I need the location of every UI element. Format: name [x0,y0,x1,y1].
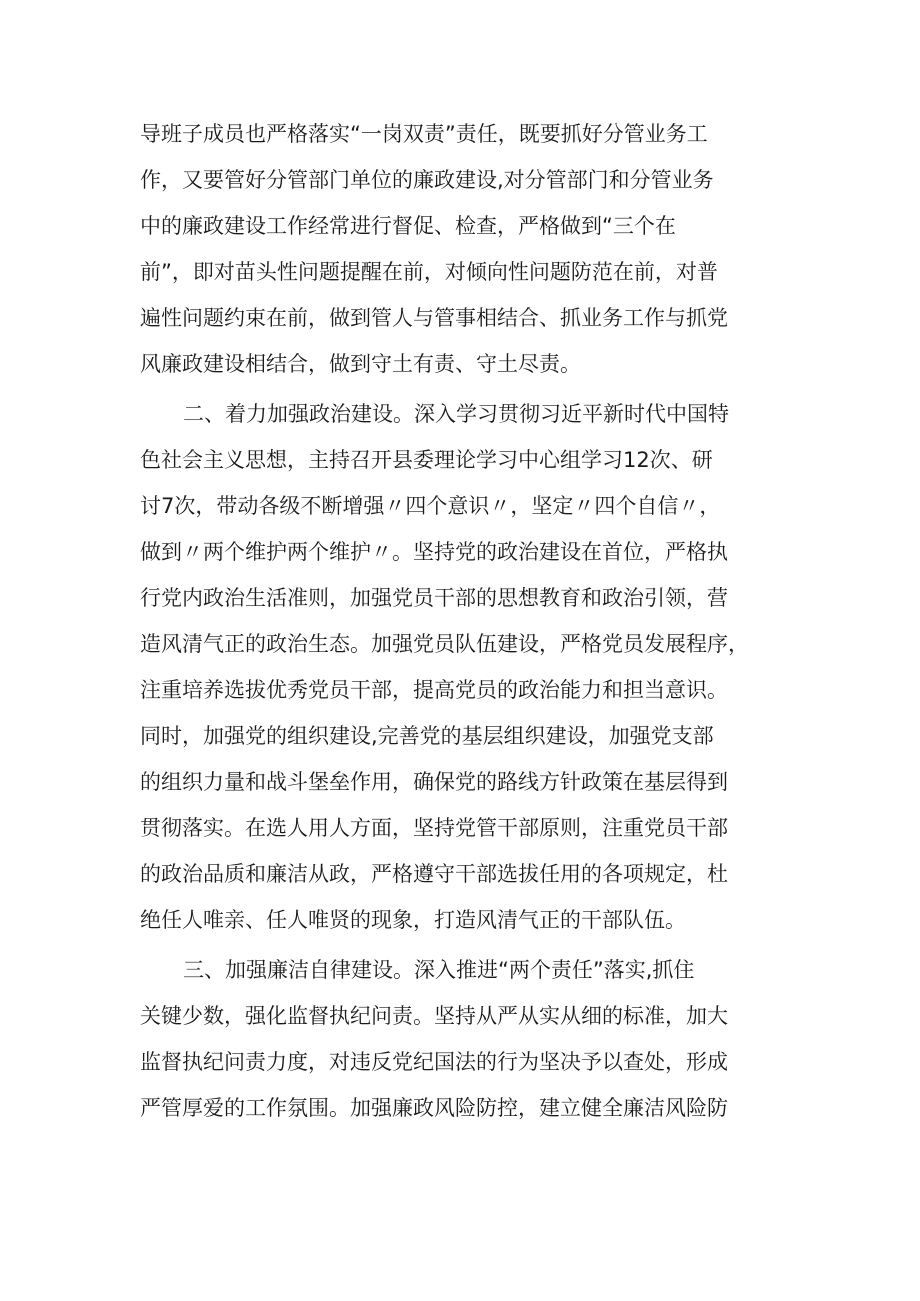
paragraph-2-line-6: 造风清气正的政治生态。加强党员队伍建设，严格党员发展程序， [140,632,749,656]
paragraph-2-line-4: 做到〃两个维护两个维护〃。坚持党的政治建设在首位，严格执 [140,540,728,564]
paragraph-2-line-2: 色社会主义思想，主持召开县委理论学习中心组学习12次、研 [140,448,713,472]
paragraph-3-line-3: 监督执纪问责力度，对违反党纪国法的行为坚决予以查处，形成 [140,1050,728,1074]
paragraph-1-line-3: 中的廉政建设工作经常进行督促、检查，严格做到“三个在 [140,214,676,238]
paragraph-1-line-2: 作，又要管好分管部门单位的廉政建设,对分管部门和分管业务 [140,168,714,192]
paragraph-1-line-5: 遍性问题约束在前，做到管人与管事相结合、抓业务工作与抓党 [140,306,728,330]
paragraph-2-line-11: 的政治品质和廉洁从政，严格遵守干部选拔任用的各项规定，杜 [140,862,728,886]
paragraph-2-line-12: 绝任人唯亲、任人唯贤的现象，打造风清气正的干部队伍。 [140,908,686,932]
paragraph-1-line-1: 导班子成员也严格落实“一岗双责”责任，既要抓好分管业务工 [140,122,708,146]
paragraph-3-line-4: 严管厚爱的工作氛围。加强廉政风险防控，建立健全廉洁风险防 [140,1096,728,1120]
paragraph-2-line-9: 的组织力量和战斗堡垒作用，确保党的路线方针政策在基层得到 [140,770,728,794]
paragraph-1-line-6: 风廉政建设相结合，做到守土有责、守土尽责。 [140,352,581,376]
paragraph-2-line-3: 讨7次，带动各级不断增强〃四个意识〃，坚定〃四个自信〃， [140,494,721,518]
paragraph-2-line-1: 二、着力加强政治建设。深入学习贯彻习近平新时代中国特 [183,402,729,426]
paragraph-2-line-10: 贯彻落实。在选人用人方面，坚持党管干部原则，注重党员干部 [140,816,728,840]
paragraph-2-line-7: 注重培养选拔优秀党员干部，提高党员的政治能力和担当意识。 [140,678,728,702]
paragraph-3-line-1: 三、加强廉洁自律建设。深入推进“两个责任”落实,抓住 [183,958,695,982]
paragraph-2-line-8: 同时，加强党的组织建设,完善党的基层组织建设，加强党支部 [140,724,714,748]
paragraph-2-line-5: 行党内政治生活准则，加强党员干部的思想教育和政治引领，营 [140,586,728,610]
paragraph-1-line-4: 前”，即对苗头性问题提醒在前，对倾向性问题防范在前，对普 [140,260,718,284]
paragraph-3-line-2: 关键少数，强化监督执纪问责。坚持从严从实从细的标准，加大 [140,1004,728,1028]
